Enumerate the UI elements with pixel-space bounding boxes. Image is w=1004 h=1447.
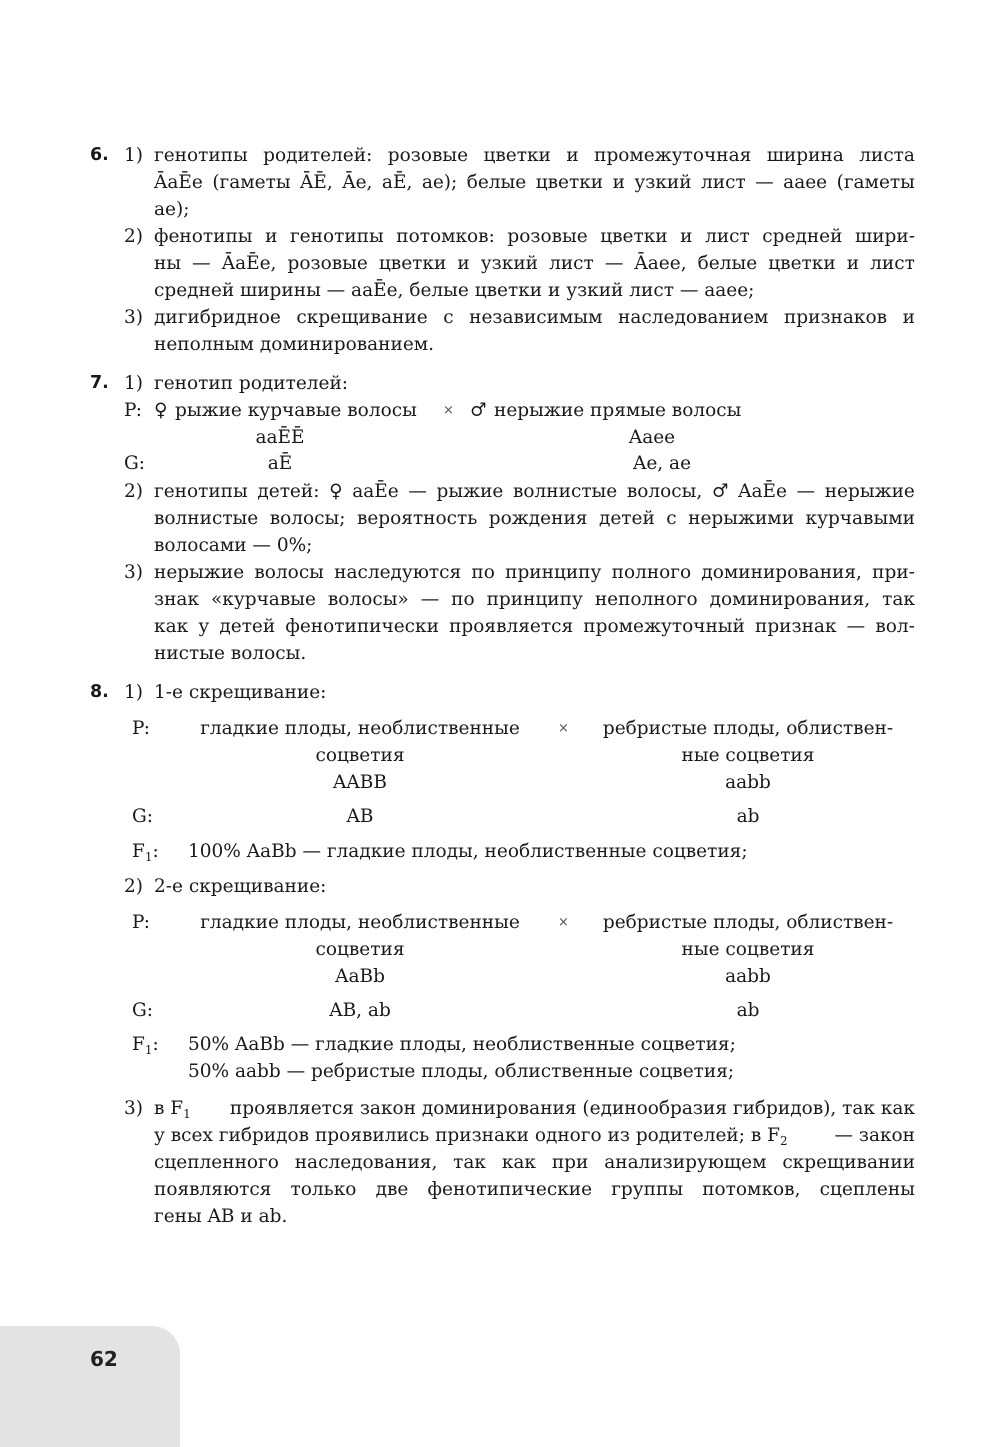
task-6-item-3-line-2: неполным доминированием. bbox=[154, 334, 435, 355]
task-7-number: 7. bbox=[90, 373, 109, 393]
word: и bbox=[265, 226, 278, 247]
word: потомков: bbox=[396, 226, 495, 247]
task-7-item-3-marker: 3) bbox=[124, 562, 143, 583]
word: генотипы bbox=[289, 226, 384, 247]
word: лист bbox=[705, 226, 750, 247]
cross-2-title: 2-е скрещивание: bbox=[154, 876, 327, 897]
word: детей: bbox=[257, 481, 320, 502]
word: «курчавые bbox=[210, 589, 316, 610]
word: нерыжие bbox=[154, 562, 245, 583]
task-7-item-3-line-3 bbox=[154, 613, 915, 640]
word: как bbox=[501, 1152, 536, 1173]
word: ны bbox=[154, 253, 182, 274]
task-7-item-2-line-3: волосами — 0%; bbox=[154, 535, 313, 556]
word: родителей: bbox=[263, 145, 373, 166]
word: как bbox=[154, 616, 189, 637]
cross-2-g-label: G: bbox=[132, 1000, 154, 1021]
word: полного bbox=[611, 562, 692, 583]
word: наследования, bbox=[294, 1152, 438, 1173]
word: с bbox=[666, 508, 677, 529]
cross-1-left-genotype: AABB bbox=[333, 772, 387, 793]
word: лист bbox=[701, 172, 746, 193]
page-number-tab bbox=[0, 1326, 180, 1447]
word: и bbox=[846, 253, 860, 274]
word: при- bbox=[872, 562, 915, 583]
task-7-item-2-marker: 2) bbox=[124, 481, 143, 502]
word: — bbox=[408, 481, 427, 502]
task-6-item-3-line-1 bbox=[154, 304, 915, 331]
cross-symbol: × bbox=[443, 403, 454, 418]
word: белые bbox=[466, 172, 527, 193]
word: волнистые bbox=[154, 508, 259, 529]
word: шири- bbox=[855, 226, 915, 247]
cross-1-p-label: P: bbox=[132, 718, 151, 739]
word: — bbox=[755, 172, 774, 193]
word: вероятность bbox=[356, 508, 478, 529]
word: и bbox=[566, 145, 579, 166]
word: проявляется bbox=[449, 616, 574, 637]
word: розовые bbox=[507, 226, 588, 247]
cross-2-right-gamete: ab bbox=[736, 1000, 760, 1021]
word: розовые bbox=[387, 145, 469, 166]
word: детей bbox=[219, 616, 276, 637]
word: рождения bbox=[488, 508, 588, 529]
task-8-item-3-line-4 bbox=[154, 1176, 915, 1203]
word: по bbox=[471, 562, 495, 583]
word: ae); bbox=[421, 172, 458, 193]
word: промежуточная bbox=[594, 145, 752, 166]
word: фенотипы bbox=[154, 226, 253, 247]
word: aaĒe bbox=[352, 481, 399, 502]
word: группы bbox=[611, 1179, 684, 1200]
task-7-item-2-line-1 bbox=[154, 478, 915, 505]
word: дигибридное bbox=[154, 307, 281, 328]
word: ĀaĒe bbox=[154, 172, 203, 193]
word: белые bbox=[697, 253, 758, 274]
cross-2-left-phenotype-1: гладкие плоды, необлиственные bbox=[200, 912, 520, 933]
word: нерыжие bbox=[824, 481, 915, 502]
task-7-item-3-line-4: нистые волосы. bbox=[154, 643, 307, 664]
word: aaee bbox=[783, 172, 828, 193]
task-6-item-1-line-3: ae); bbox=[154, 199, 190, 220]
task-7-male-phenotype: нерыжие прямые волосы bbox=[494, 400, 742, 421]
word: нерыжими bbox=[688, 508, 795, 529]
word: лист bbox=[549, 253, 594, 274]
word: цветки bbox=[378, 253, 447, 274]
cross-1-left-phenotype-1: гладкие плоды, необлиственные bbox=[200, 718, 520, 739]
word: цветки bbox=[535, 172, 604, 193]
word: скрещивание bbox=[296, 307, 428, 328]
cross-2-f1-label: $F_1$: bbox=[132, 1034, 159, 1057]
female-symbol: ♀ bbox=[154, 400, 168, 421]
task-7-g-label: G: bbox=[124, 453, 146, 474]
word: сцепленного bbox=[154, 1152, 279, 1173]
task-7-male-genotype: Aaee bbox=[628, 427, 676, 448]
word: — bbox=[192, 253, 211, 274]
task-6-item-3-marker: 3) bbox=[124, 307, 143, 328]
word: признак bbox=[755, 616, 837, 637]
cross-2-right-phenotype-2: ные соцветия bbox=[681, 939, 815, 960]
word: розовые bbox=[287, 253, 368, 274]
word: по bbox=[451, 589, 475, 610]
word: наследуются bbox=[334, 562, 462, 583]
cross-1-right-phenotype-2: ные соцветия bbox=[681, 745, 815, 766]
word: промежуточный bbox=[583, 616, 745, 637]
word: генотипы bbox=[154, 481, 248, 502]
word: лист bbox=[870, 253, 915, 274]
word: — bbox=[846, 616, 866, 637]
word: листа bbox=[859, 145, 915, 166]
male-symbol: ♂ bbox=[470, 400, 487, 421]
task-7-p-label: P: bbox=[124, 400, 143, 421]
task-8-item-3-line-2-rest: — закон bbox=[834, 1125, 915, 1146]
task-7-female-phenotype: рыжие курчавые волосы bbox=[175, 400, 417, 421]
word: цветки bbox=[483, 145, 551, 166]
cross-2-right-genotype: aabb bbox=[725, 966, 771, 987]
word: волосы bbox=[254, 562, 324, 583]
word: две bbox=[375, 1179, 409, 1200]
word: наследованием bbox=[618, 307, 769, 328]
word: доминирования, bbox=[701, 562, 862, 583]
word: знак bbox=[154, 589, 200, 610]
task-8-item-3-marker: 3) bbox=[124, 1098, 143, 1119]
task-6-item-1-line-1 bbox=[154, 142, 915, 169]
word: волнистые bbox=[513, 481, 618, 502]
cross-2-f1-result-1: 50% AaBb — гладкие плоды, необлиственные соцветия; bbox=[188, 1034, 736, 1055]
word: средней bbox=[762, 226, 843, 247]
word: неполного bbox=[594, 589, 698, 610]
word: — bbox=[604, 253, 624, 274]
task-8-item-3-line-3 bbox=[154, 1149, 915, 1176]
word: и bbox=[457, 253, 470, 274]
cross-2-left-gametes: AB, ab bbox=[329, 1000, 391, 1021]
word: вол- bbox=[875, 616, 915, 637]
task-8-item-1-marker: 1) bbox=[124, 682, 143, 703]
task-7-item-3-line-2 bbox=[154, 586, 915, 613]
word: и bbox=[902, 307, 915, 328]
task-8-number: 8. bbox=[90, 682, 109, 702]
task-6-item-2-line-2 bbox=[154, 250, 915, 277]
word: анализирующем bbox=[604, 1152, 767, 1173]
word: потомков, bbox=[702, 1179, 801, 1200]
cross-2-left-phenotype-2: соцветия bbox=[315, 939, 405, 960]
word: волосы, bbox=[626, 481, 703, 502]
word: ♀ bbox=[329, 481, 343, 502]
word: рыжие bbox=[436, 481, 504, 502]
word: узкий bbox=[480, 253, 538, 274]
word: ♂ bbox=[711, 481, 729, 502]
word: у bbox=[198, 616, 210, 637]
word: (гаметы bbox=[212, 172, 291, 193]
cross-1-f1-result: 100% AaBb — гладкие плоды, необлиственные соцветия; bbox=[188, 841, 748, 862]
cross-1-left-gamete: AB bbox=[346, 806, 374, 827]
cross-2-right-phenotype-1: ребристые плоды, облиствен- bbox=[602, 912, 894, 933]
task-6-item-2-line-1 bbox=[154, 223, 915, 250]
task-8-item-3-line-1-rest: проявляется закон доминирования (единообразия гибридов), так как bbox=[229, 1098, 915, 1119]
task-7-male-gametes: Ae, ae bbox=[632, 453, 692, 474]
cross-1-right-phenotype-1: ребристые плоды, облиствен- bbox=[602, 718, 894, 739]
word: узкий bbox=[634, 172, 692, 193]
cross-2-f1-result-2: 50% aabb — ребристые плоды, облиственные соцветия; bbox=[188, 1061, 735, 1082]
task-6-item-2-line-3: средней ширины — aaĒe, белые цветки и узкий лист — aaee; bbox=[154, 280, 755, 301]
page-number: 62 bbox=[90, 1347, 118, 1371]
cross-1-g-label: G: bbox=[132, 806, 154, 827]
word: так bbox=[882, 589, 915, 610]
task-7-female-genotype: aaĒĒ bbox=[255, 427, 305, 448]
task-8-item-3-line-5: гены AB и ab. bbox=[154, 1206, 288, 1227]
task-6-item-1-marker: 1) bbox=[124, 145, 143, 166]
word: фенотипические bbox=[427, 1179, 593, 1200]
word: и bbox=[680, 226, 693, 247]
cross-symbol: × bbox=[558, 915, 569, 930]
word: независимым bbox=[469, 307, 603, 328]
task-7-female-gamete: aĒ bbox=[267, 453, 293, 474]
cross-2-left-genotype: AaBb bbox=[335, 966, 385, 987]
cross-symbol: × bbox=[558, 721, 569, 736]
word: скрещивании bbox=[782, 1152, 915, 1173]
word: при bbox=[551, 1152, 589, 1173]
word: признаков bbox=[783, 307, 888, 328]
task-7-item-1-marker: 1) bbox=[124, 373, 143, 394]
word: ĀaĒe, bbox=[221, 253, 277, 274]
task-6-number: 6. bbox=[90, 145, 109, 165]
word: так bbox=[453, 1152, 486, 1173]
word: принципу bbox=[505, 562, 602, 583]
task-8-item-2-marker: 2) bbox=[124, 876, 143, 897]
word: только bbox=[290, 1179, 357, 1200]
task-7-item-3-line-1 bbox=[154, 559, 915, 586]
cross-2-p-label: P: bbox=[132, 912, 151, 933]
cross-1-right-genotype: aabb bbox=[725, 772, 771, 793]
word: доминирования, bbox=[709, 589, 871, 610]
cross-1-title: 1-е скрещивание: bbox=[154, 682, 327, 703]
task-7-item-1-title: генотип родителей: bbox=[154, 373, 349, 394]
word: волосы; bbox=[269, 508, 346, 529]
cross-1-right-gamete: ab bbox=[736, 806, 760, 827]
task-6-item-1-line-2 bbox=[154, 169, 915, 196]
word: и bbox=[612, 172, 625, 193]
word: принципу bbox=[486, 589, 583, 610]
cross-1-left-phenotype-2: соцветия bbox=[315, 745, 405, 766]
word: aĒ, bbox=[381, 172, 413, 193]
task-8-item-3-line-2: у всех гибридов проявились признаки одного из родителей; в $F_2$ — закон bbox=[154, 1122, 915, 1149]
word: детей bbox=[598, 508, 655, 529]
task-7-item-2-line-2 bbox=[154, 505, 915, 532]
word: генотипы bbox=[154, 145, 248, 166]
cross-1-f1-label: $F_1$: bbox=[132, 841, 159, 864]
word: ширина bbox=[766, 145, 844, 166]
word: волосы» bbox=[327, 589, 409, 610]
word: ĀĒ, bbox=[300, 172, 333, 193]
word: Āaee, bbox=[634, 253, 687, 274]
word: курчавыми bbox=[805, 508, 915, 529]
word: AaĒe bbox=[738, 481, 787, 502]
word: цветки bbox=[768, 253, 836, 274]
word: фенотипически bbox=[285, 616, 439, 637]
word: с bbox=[443, 307, 454, 328]
word: цветки bbox=[600, 226, 668, 247]
word: сцеплены bbox=[819, 1179, 915, 1200]
task-6-item-2-marker: 2) bbox=[124, 226, 143, 247]
word: — bbox=[796, 481, 816, 502]
word: (гаметы bbox=[836, 172, 915, 193]
word: появляются bbox=[154, 1179, 272, 1200]
word: — bbox=[420, 589, 440, 610]
word: Āe, bbox=[342, 172, 373, 193]
task-8-item-3-line-1: в $F_1$ проявляется закон доминирования (единообразия гибридов), так как bbox=[154, 1095, 915, 1122]
